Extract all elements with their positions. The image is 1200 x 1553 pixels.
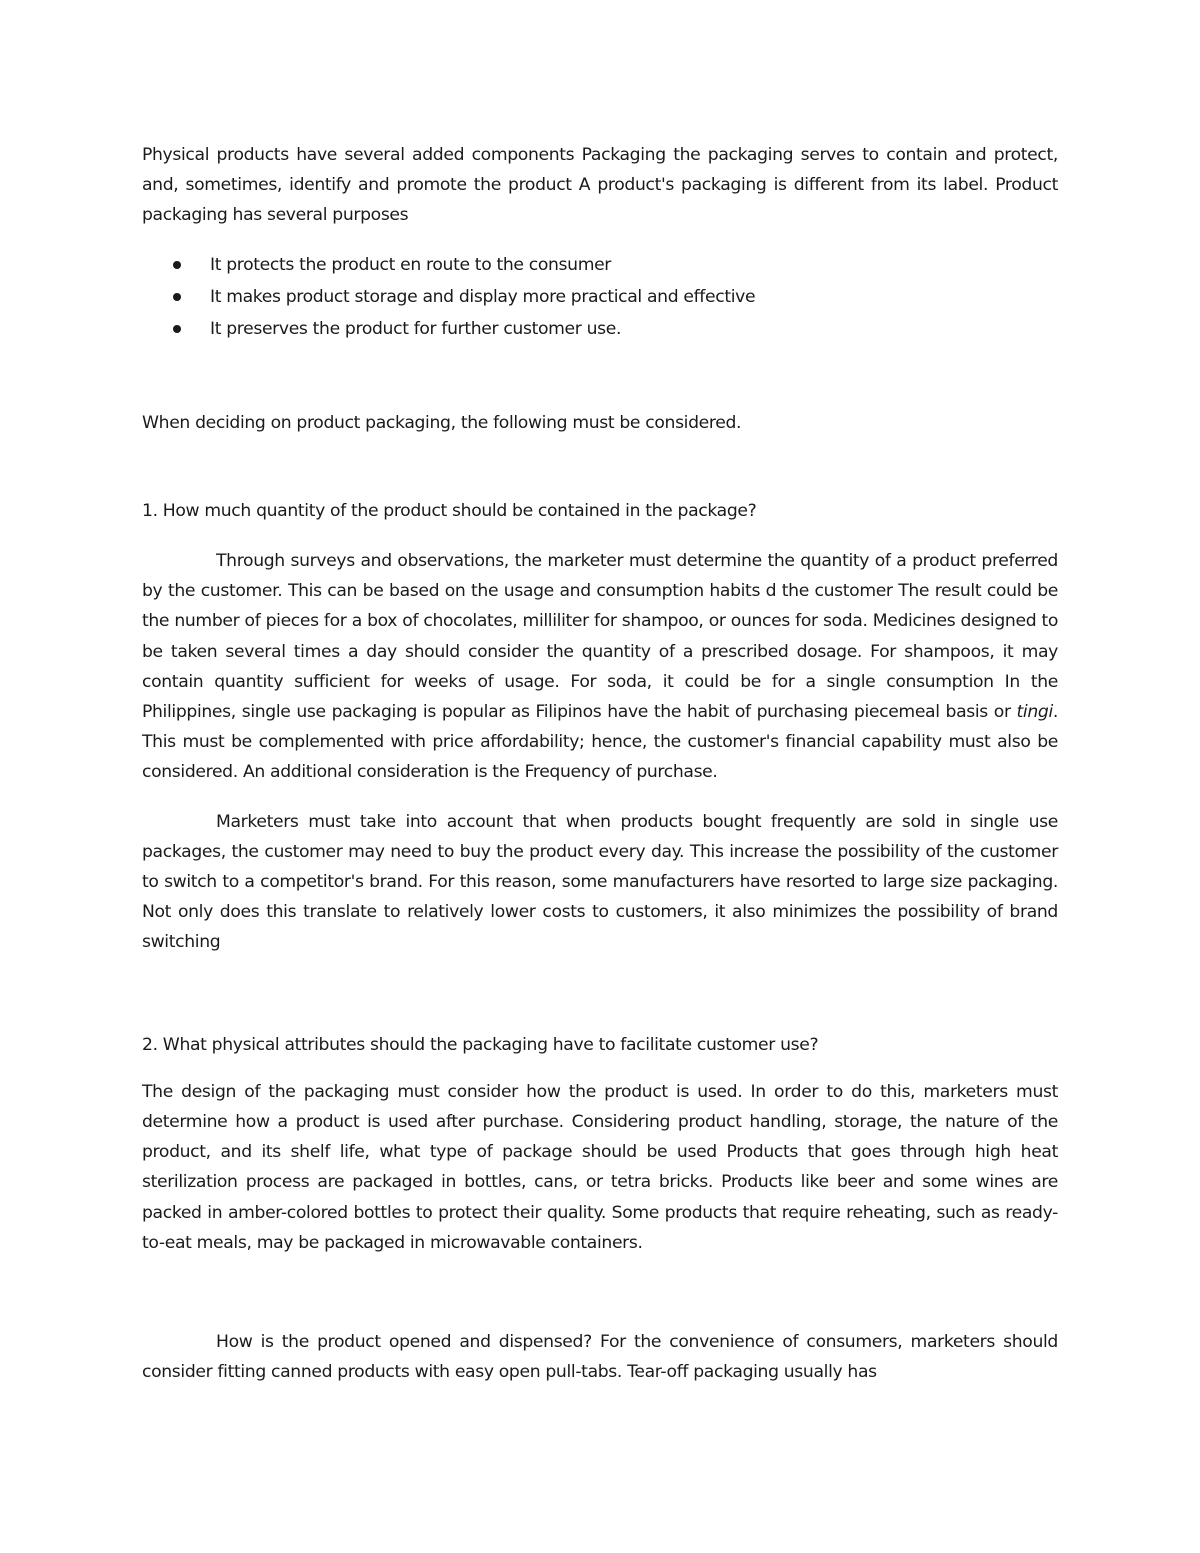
list-item (142, 249, 1058, 281)
intro-paragraph: Physical products have several added components Packaging the packaging serves to contain and protect, and, sometimes, identify and promote the product A product's packaging is different from its label. Product packaging has several purposes (142, 145, 1058, 226)
question-1-paragraph-1 (142, 546, 1058, 788)
list-item (142, 281, 1058, 313)
bullet-icon (173, 293, 181, 301)
considerations-intro: When deciding on product packaging, the following must be considered. (142, 412, 742, 433)
page-content (142, 140, 1058, 1387)
question-2-paragraph-1: The design of the packaging must consider how the product is used. In order to do this, marketers must determine how a product is used after purchase. Considering product handling, storage, the nature of the product, and its shelf life, what type of package should be used Products that goes through high heat sterilization process are packaged in bottles, cans, or tetra bricks. Products like beer and some wines are packed in amber-colored bottles to protect their quality. Some products that require reheating, such as ready-to-eat meals, may be packaged in microwavable containers. (142, 1081, 1058, 1253)
list-item-text: It makes product storage and display more practical and effective (210, 286, 756, 307)
italic-term: tingi (1016, 702, 1053, 723)
list-item (142, 313, 1058, 345)
purpose-list (142, 249, 1058, 345)
list-item-text: It preserves the product for further customer use. (210, 318, 622, 339)
paragraph-text: Through surveys and observations, the marketer must determine the quantity of a product preferred by the customer. This can be based on the usage and consumption habits d the customer The result could be the number of pieces for a box of chocolates, milliliter for shampoo, or ounces for soda. Medicines designed to be taken several times a day should consider the quantity of a prescribed dosage. For shampoos, it may contain quantity sufficient for weeks of usage. For soda, it could be for a single consumption In the Philippines, single use packaging is popular as Filipinos have the habit of purchasing piecemeal basis or (142, 551, 1058, 723)
bullet-icon (173, 325, 181, 333)
question-1-heading: 1. How much quantity of the product should be contained in the package? (142, 500, 757, 521)
question-1-paragraph-2: Marketers must take into account that when products bought frequently are sold in single use packages, the customer may need to buy the product every day. This increase the possibility of the customer to switch to a competitor's brand. For this reason, some manufacturers have resorted to large size packaging. Not only does this translate to relatively lower costs to customers, it also minimizes the possibility of brand switching (142, 811, 1058, 953)
question-2-heading: 2. What physical attributes should the packaging have to facilitate customer use? (142, 1034, 819, 1055)
question-2-paragraph-2: How is the product opened and dispensed? For the convenience of consumers, marketers should consider fitting canned products with easy open pull-tabs. Tear-off packaging usually has (142, 1332, 1058, 1383)
bullet-icon (173, 261, 181, 269)
list-item-text: It protects the product en route to the consumer (210, 254, 612, 275)
paragraph-text: . This must be complemented with price affordability; hence, the customer's financial capability must also be considered. An additional consideration is the Frequency of purchase. (142, 702, 1058, 783)
